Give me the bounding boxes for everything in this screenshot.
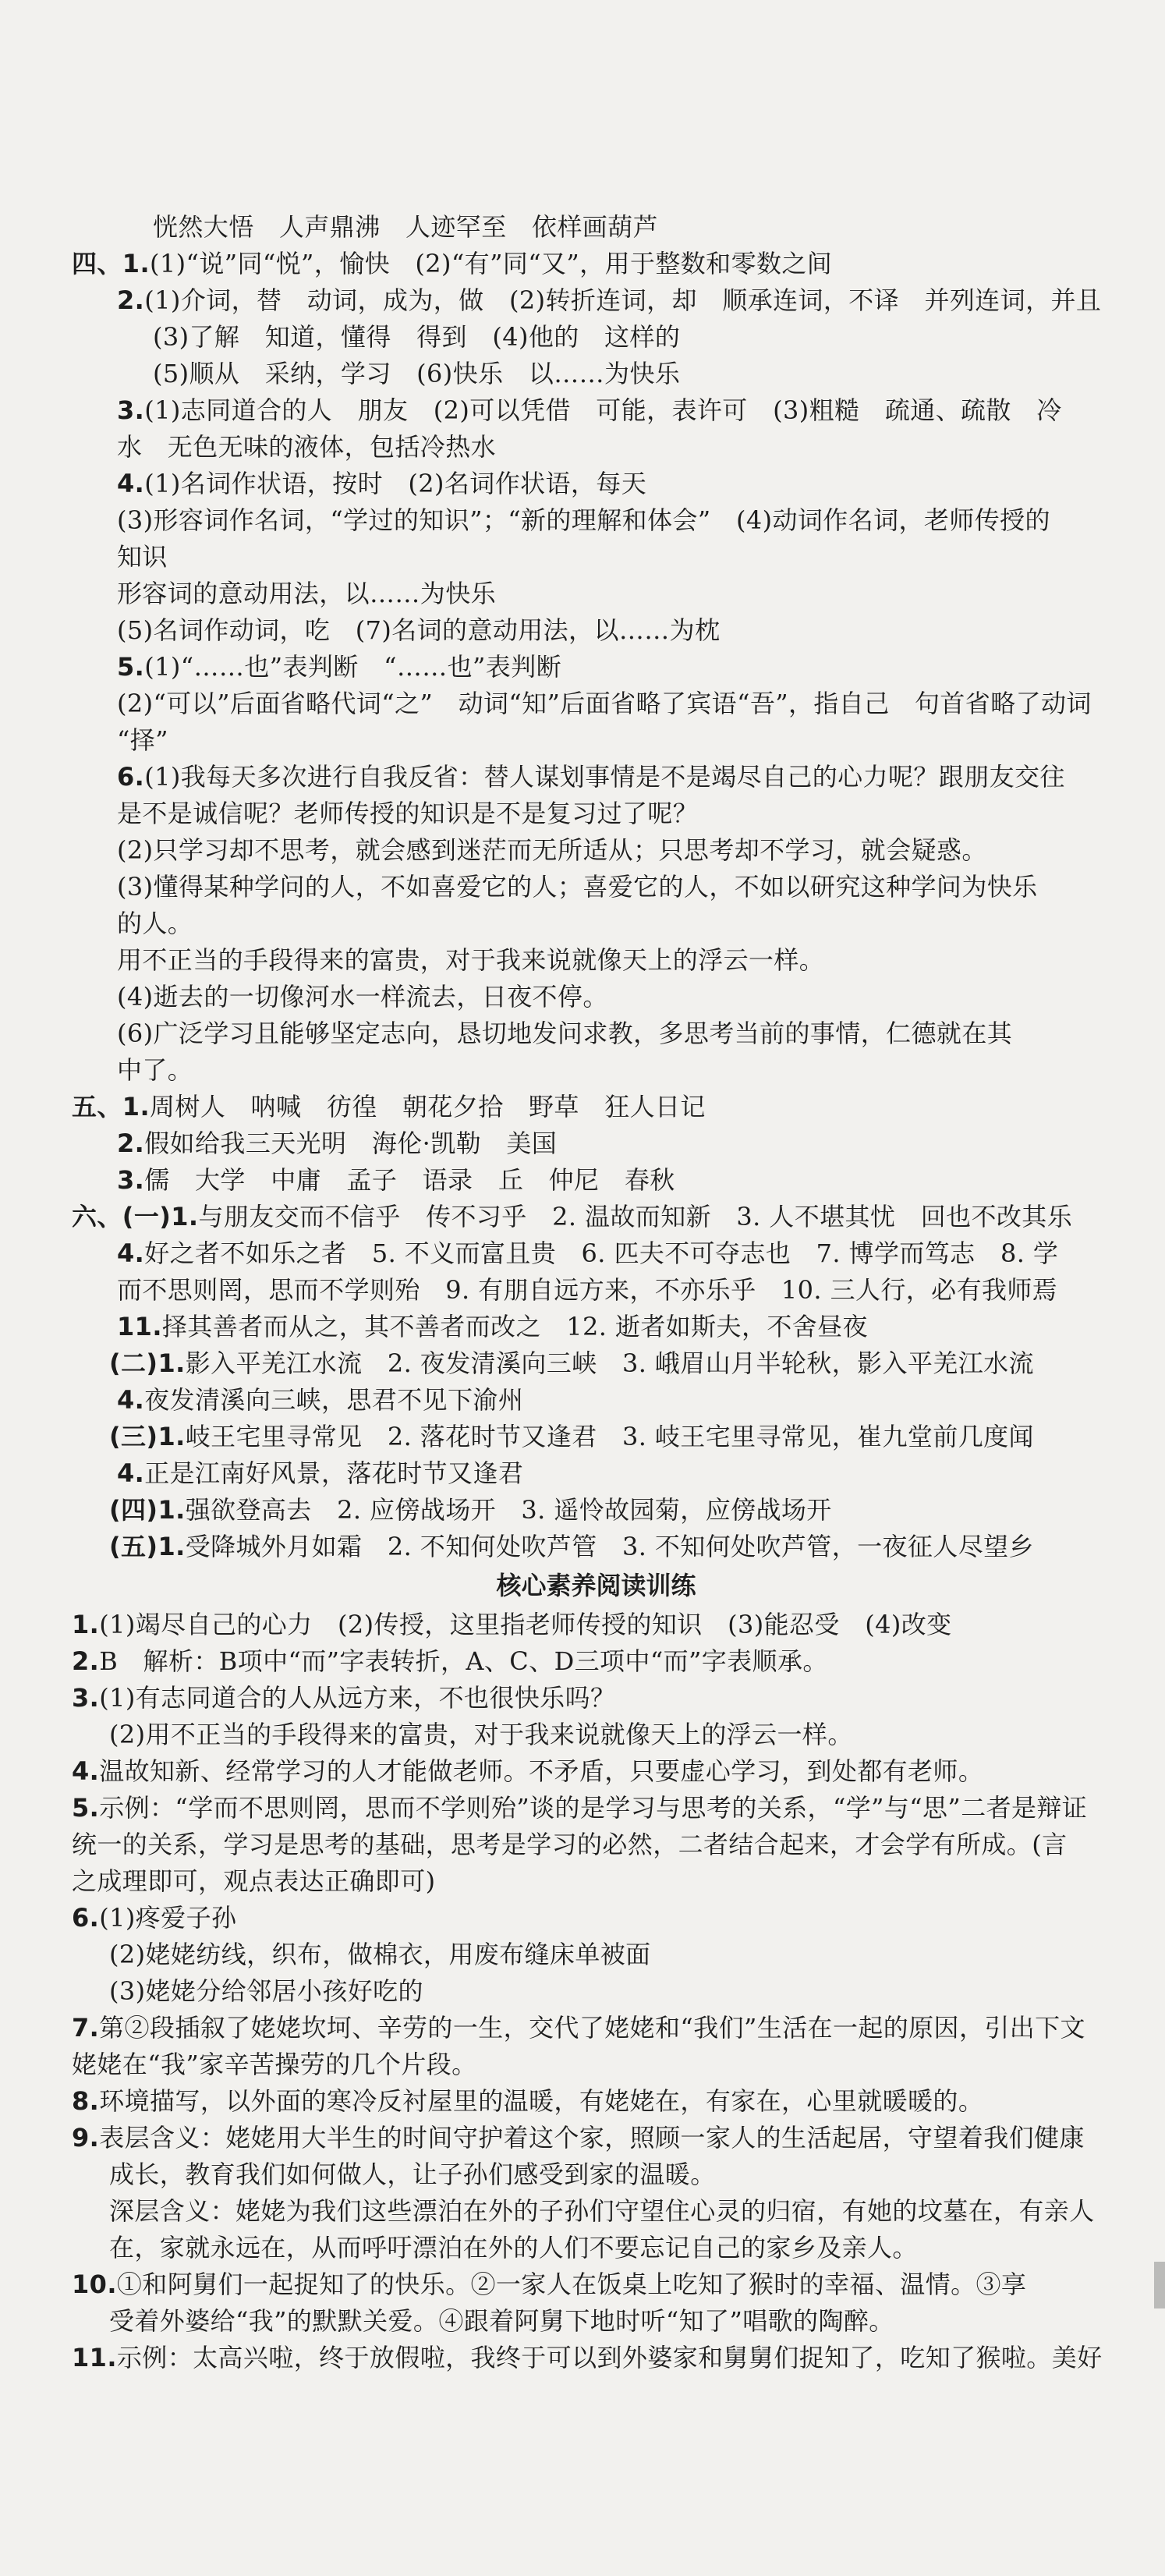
answer-text: (1)竭尽自己的心力 (2)传授，这里指老师传授的知识 (3)能忍受 (4)改变 [99,1610,952,1639]
answer-line [72,612,1121,649]
answer-text: 温故知新、经常学习的人才能做老师。不矛盾，只要虚心学习，到处都有老师。 [99,1756,984,1786]
answer-line [72,1900,1121,1936]
answer-text: 第②段插叙了姥姥坎坷、辛劳的一生，交代了姥姥和“我们”生活在一起的原因，引出下文 [99,2013,1085,2043]
answer-line [72,1309,1121,1345]
answer-line [72,1235,1121,1272]
answer-text: 深层含义：姥姥为我们这些漂泊在外的子孙们守望住心灵的归宿，有她的坟墓在，有亲人 [109,2196,1095,2226]
answer-line [72,869,1121,905]
answer-line [72,1272,1121,1309]
answer-text: 之成理即可，观点表达正确即可) [72,1866,436,1896]
answer-text: 受降城外月如霜 2. 不知何处吹芦管 3. 不知何处吹芦管，一夜征人尽望乡 [185,1532,1034,1561]
answer-text: 周树人 呐喊 彷徨 朝花夕拾 野草 狂人日记 [150,1092,706,1121]
answer-text: 成长，教育我们如何做人，让子孙们感受到家的温暖。 [109,2160,716,2189]
answer-text: (1)“……也”表判断 “……也”表判断 [144,652,562,682]
answer-line [72,1089,1121,1125]
answer-text: (1)我每天多次进行自我反省：替人谋划事情是不是竭尽自己的心力呢？跟朋友交往 [144,762,1065,792]
answer-text: 恍然大悟 人声鼎沸 人迹罕至 依样画葫芦 [153,212,659,242]
answer-text: (1)有志同道合的人从远方来，不也很快乐吗？ [99,1683,616,1713]
answer-text: 影入平羌江水流 2. 夜发清溪向三峡 3. 峨眉山月半轮秋，影入平羌江水流 [185,1348,1034,1378]
answer-line [72,319,1121,356]
answer-text: (1)名词作状语，按时 (2)名词作状语，每天 [144,469,647,498]
answer-text: 而不思则罔，思而不学则殆 9. 有朋自远方来，不亦乐乎 10. 三人行，必有我师焉 [117,1275,1058,1305]
answer-text: (5)顺从 采纳，学习 (6)快乐 以……为快乐 [153,359,681,388]
answers-section-2 [72,1607,1121,2376]
answer-line [72,759,1121,795]
answer-line [72,1643,1121,1680]
answer-text: 中了。 [117,1055,193,1085]
answer-text: ①和阿舅们一起捉知了的快乐。②一家人在饭桌上吃知了猴时的幸福、温情。③享 [116,2270,1027,2299]
answer-line [72,1382,1121,1419]
answer-line [72,1015,1121,1052]
answer-text: (1)介词，替 动词，成为，做 (2)转折连词，却 顺承连词，不译 并列连词，并且 [144,285,1102,315]
answer-line [72,209,1121,246]
answer-line [72,1162,1121,1199]
answer-text: 环境描写，以外面的寒冷反衬屋里的温暖，有姥姥在，有家在，心里就暖暖的。 [99,2086,984,2116]
question-number: 6. [117,762,145,792]
answer-text: (2)用不正当的手段得来的富贵，对于我来说就像天上的浮云一样。 [109,1720,853,1749]
answer-text: 择其善者而从之，其不善者而改之 12. 逝者如斯夫，不舍昼夜 [161,1312,868,1341]
answer-line [72,1863,1121,1900]
answer-content [72,209,1121,2376]
answer-line [72,502,1121,539]
answer-text: 是不是诚信呢？老师传授的知识是不是复习过了呢？ [117,799,699,828]
question-number: 3. [117,395,145,425]
answer-line [72,2156,1121,2193]
answer-line [72,2010,1121,2046]
answer-line [72,246,1121,282]
answer-text: 与朋友交而不信乎 传不习乎 2. 温故而知新 3. 人不堪其忧 回也不改其乐 [198,1202,1073,1231]
answer-line [72,576,1121,612]
answer-text: 示例：太高兴啦，终于放假啦，我终于可以到外婆家和舅舅们捉知了，吃知了猴啦。美好 [116,2343,1103,2372]
answer-line [72,1936,1121,1973]
answer-text: (4)逝去的一切像河水一样流去，日夜不停。 [117,982,608,1012]
answer-text: (6)广泛学习且能够坚定志向，恳切地发问求教，多思考当前的事情，仁德就在其 [117,1019,1013,1048]
question-number: 9. [72,2123,100,2153]
page-edge-shadow [1154,2262,1165,2308]
question-number: 10. [72,2270,117,2299]
question-number: 11. [72,2343,117,2372]
answer-line [72,2193,1121,2230]
answer-line [72,1607,1121,1643]
answer-line [72,1753,1121,1790]
answer-text: 儒 大学 中庸 孟子 语录 丘 仲尼 春秋 [144,1165,675,1195]
question-number: 4. [117,1458,145,1488]
question-number: 2. [117,1129,145,1158]
question-number: 8. [72,2086,100,2116]
answer-text: 岐王宅里寻常见 2. 落花时节又逢君 3. 岐王宅里寻常见，崔九堂前几度闻 [185,1422,1034,1451]
question-number: 六、(一)1. [72,1202,199,1231]
question-number: (三)1. [109,1422,186,1451]
section-title: 核心素养阅读训练 [496,1571,696,1600]
answer-text: (1)志同道合的人 朋友 (2)可以凭借 可能，表许可 (3)粗糙 疏通、疏散 冷 [144,395,1062,425]
answer-line [72,539,1121,576]
answer-line [72,2303,1121,2340]
question-number: 2. [117,285,145,315]
answer-line [72,1199,1121,1235]
answer-line [72,1973,1121,2010]
answer-text: “择” [117,725,168,755]
question-number: 2. [72,1646,100,1676]
question-number: 3. [72,1683,100,1713]
answer-text: 形容词的意动用法，以……为快乐 [117,579,497,608]
answer-text: 水 无色无味的液体，包括冷热水 [117,432,497,462]
answer-text: 好之者不如乐之者 5. 不义而富且贵 6. 匹夫不可夺志也 7. 博学而笃志 8. 学 [144,1238,1059,1268]
answer-line [72,2266,1121,2303]
answer-line [72,1455,1121,1492]
answer-line [72,1790,1121,1827]
answer-line [72,2230,1121,2266]
answer-text: (3)形容词作名词，“学过的知识”；“新的理解和体会” (4)动词作名词，老师传授的 [117,505,1050,535]
answer-text: 表层含义：姥姥用大半生的时间守护着这个家，照顾一家人的生活起居，守望着我们健康 [99,2123,1085,2153]
question-number: 6. [72,1903,100,1933]
question-number: 4. [117,1238,145,1268]
question-number: 4. [72,1756,100,1786]
answer-line [72,282,1121,319]
question-number: 五、1. [72,1092,150,1121]
question-number: (四)1. [109,1495,186,1525]
answer-line [72,2340,1121,2376]
answer-line [72,832,1121,869]
answer-text: 在，家就永远在，从而呼吁漂泊在外的人们不要忘记自己的家乡及亲人。 [109,2233,918,2262]
answer-text: 正是江南好风景，落花时节又逢君 [144,1458,524,1488]
answer-text: (2)姥姥纺线，织布，做棉衣，用废布缝床单被面 [109,1940,651,1969]
answer-line [72,1529,1121,1565]
answer-line [72,1052,1121,1089]
question-number: 3. [117,1165,145,1195]
answer-line [72,979,1121,1015]
answer-text: 夜发清溪向三峡，思君不见下渝州 [144,1385,524,1415]
question-number: 4. [117,1385,145,1415]
answer-line [72,1717,1121,1753]
answer-text: 用不正当的手段得来的富贵，对于我来说就像天上的浮云一样。 [117,945,825,975]
answer-line [72,649,1121,686]
answer-line [72,1125,1121,1162]
answer-text: 统一的关系，学习是思考的基础，思考是学习的必然，二者结合起来，才会学有所成。(言 [72,1830,1068,1859]
answer-line [72,686,1121,722]
answer-text: (2)只学习却不思考，就会感到迷茫而无所适从；只思考却不学习，就会疑惑。 [117,835,987,865]
answer-line [72,1827,1121,1863]
answer-text: (1)“说”同“悦”，愉快 (2)“有”同“又”，用于整数和零数之间 [150,249,833,278]
answer-line [72,356,1121,392]
answer-line [72,1492,1121,1529]
answer-line [72,722,1121,759]
question-number: 7. [72,2013,100,2043]
answer-line [72,392,1121,429]
answer-text: 受着外婆给“我”的默默关爱。④跟着阿舅下地时听“知了”唱歌的陶醉。 [109,2306,894,2336]
answer-text: (5)名词作动词，吃 (7)名词的意动用法，以……为枕 [117,615,721,645]
answer-text: 强欲登高去 2. 应傍战场开 3. 遥怜故园菊，应傍战场开 [185,1495,832,1525]
answer-text: 姥姥在“我”家辛苦操劳的几个片段。 [72,2050,477,2079]
answer-line [72,2083,1121,2120]
answer-text: 假如给我三天光明 海伦·凯勒 美国 [144,1129,558,1158]
answer-text: (3)懂得某种学问的人，不如喜爱它的人；喜爱它的人，不如以研究这种学问为快乐 [117,872,1038,902]
answer-line [72,1680,1121,1717]
answer-text: (2)“可以”后面省略代词“之” 动词“知”后面省略了宾语“吾”，指自己 句首省略了动词 [117,689,1092,718]
answer-line [72,795,1121,832]
answer-text: 示例：“学而不思则罔，思而不学则殆”谈的是学习与思考的关系，“学”与“思”二者是辩证 [99,1793,1088,1823]
answer-text: 的人。 [117,909,193,938]
answers-section-1 [72,209,1121,1565]
answer-text: (1)疼爱子孙 [99,1903,237,1933]
answer-line [72,942,1121,979]
question-number: 11. [117,1312,162,1341]
question-number: 1. [72,1610,100,1639]
answer-line [72,429,1121,466]
answer-text: (3)姥姥分给邻居小孩好吃的 [109,1976,423,2006]
question-number: 4. [117,469,145,498]
answer-line [72,466,1121,502]
answer-line [72,1345,1121,1382]
question-number: 四、1. [72,249,150,278]
question-number: (五)1. [109,1532,186,1561]
answer-line [72,2120,1121,2156]
answer-text: (3)了解 知道，懂得 得到 (4)他的 这样的 [153,322,681,352]
answer-text: 知识 [117,542,168,572]
answer-line [72,2046,1121,2083]
answer-text: B 解析：B项中“而”字表转折，A、C、D三项中“而”字表顺承。 [99,1646,828,1676]
question-number: (二)1. [109,1348,186,1378]
answer-line [72,1419,1121,1455]
answer-line [72,905,1121,942]
question-number: 5. [72,1793,100,1823]
question-number: 5. [117,652,145,682]
